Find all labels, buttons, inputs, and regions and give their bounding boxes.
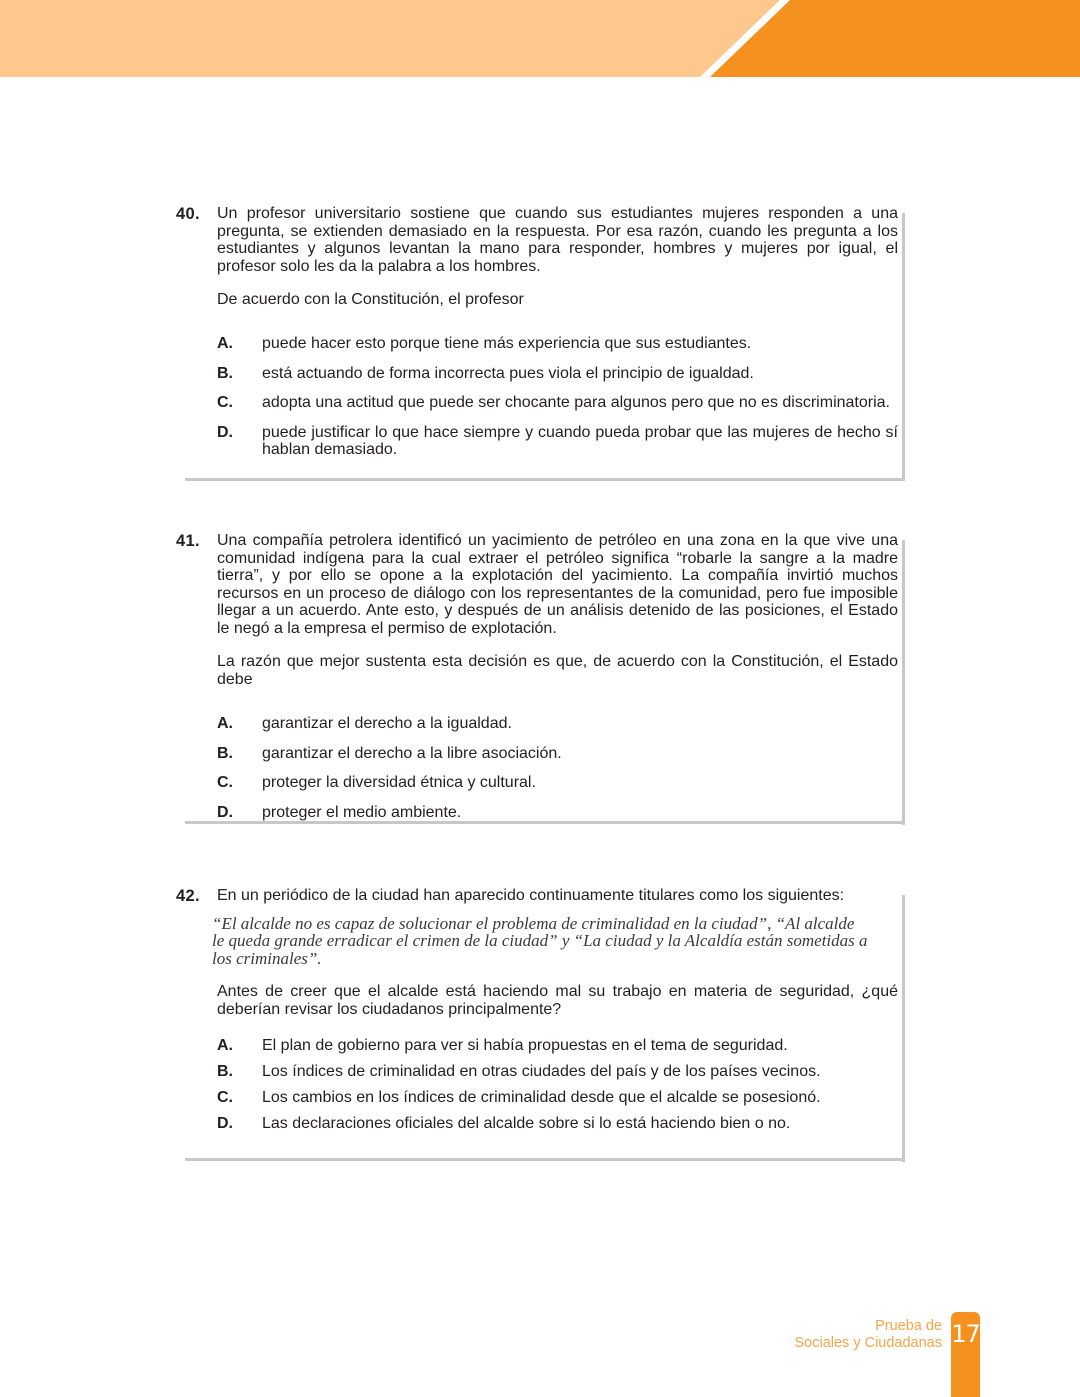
- answer-option-d[interactable]: D. Las declaraciones oficiales del alcalde sobre si lo está haciendo bien o no.: [217, 1115, 791, 1132]
- question-stem: Una compañía petrolera identificó un yacimiento de petróleo en una zona en la que vive una comunidad indígena para la cual extraer el petróleo significa “robarle la sangre a la madre tierra”, y por ello se opone a la explotación del yacimiento. La compañía invirtió muchos recursos en un proceso de diálogo con los representantes de la comunidad, pero fue imposible llegar a un acuerdo. Ante esto, y después de un análisis detenido de las posiciones, el Estado le negó a la empresa el permiso de explotación.: [217, 532, 898, 637]
- question-prompt: La razón que mejor sustenta esta decisión es que, de acuerdo con la Constitución, el Estado debe: [217, 653, 898, 688]
- question-stem: En un periódico de la ciudad han aparecido continuamente titulares como los siguientes:: [217, 887, 845, 904]
- question-number: 40.: [176, 205, 200, 223]
- answer-option-d[interactable]: D. proteger el medio ambiente.: [217, 803, 462, 821]
- question-40: [176, 205, 898, 459]
- answer-option-b[interactable]: B. Los índices de criminalidad en otras ciudades del país y de los países vecinos.: [217, 1063, 821, 1080]
- footer-line-2: Sociales y Ciudadanas: [794, 1335, 942, 1351]
- newspaper-headlines-quote: “El alcalde no es capaz de solucionar el problema de criminalidad en la ciudad”, “Al alcalde le queda grande erradicar el crimen de la ciudad” y “La ciudad y la Alcaldía están sometidas a los criminales”.: [212, 913, 868, 968]
- answer-option-b[interactable]: B. está actuando de forma incorrecta pues viola el principio de igualdad.: [217, 364, 754, 382]
- answer-option-c[interactable]: C. Los cambios en los índices de criminalidad desde que el alcalde se posesionó.: [217, 1089, 821, 1106]
- answer-option-c[interactable]: C. adopta una actitud que puede ser chocante para algunos pero que no es discriminatoria.: [217, 394, 890, 411]
- footer-line-1: Prueba de: [875, 1318, 942, 1334]
- question-41-frame: [902, 540, 905, 825]
- page-number: 17: [951, 1320, 980, 1348]
- question-number: 41.: [176, 532, 200, 550]
- question-42: [176, 887, 898, 1133]
- question-prompt: De acuerdo con la Constitución, el profesor: [217, 291, 524, 308]
- answer-option-d[interactable]: D. puede justificar lo que hace siempre y cuando pueda probar que las mujeres de hecho sí hablan demasiado.: [217, 423, 898, 458]
- question-42-rule: [185, 1158, 905, 1161]
- answer-option-c[interactable]: C. proteger la diversidad étnica y cultural.: [217, 774, 536, 791]
- question-42-frame: [902, 895, 905, 1162]
- question-40-frame: [902, 213, 905, 481]
- question-40-rule: [185, 478, 905, 481]
- answer-options: [217, 1037, 898, 1133]
- answer-options: [217, 715, 898, 821]
- header-banner: [0, 0, 1080, 77]
- answer-options: [217, 335, 898, 459]
- answer-option-a[interactable]: A. El plan de gobierno para ver si había propuestas en el tema de seguridad.: [217, 1037, 788, 1054]
- answer-option-a[interactable]: A. puede hacer esto porque tiene más experiencia que sus estudiantes.: [217, 335, 752, 352]
- answer-option-a[interactable]: A. garantizar el derecho a la igualdad.: [217, 715, 512, 732]
- question-41-rule: [185, 821, 905, 824]
- question-stem: Un profesor universitario sostiene que cuando sus estudiantes mujeres responden a una pregunta, se extienden demasiado en la respuesta. Por esa razón, cuando les pregunta a los estudiantes y algunos levantan la mano para responder, hombres y mujeres por igual, el profesor solo les da la palabra a los hombres.: [217, 205, 898, 275]
- question-number: 42.: [176, 887, 200, 905]
- footer-test-title: [794, 1318, 942, 1352]
- answer-option-b[interactable]: B. garantizar el derecho a la libre asociación.: [217, 744, 562, 762]
- page-number-tab: [951, 1312, 980, 1397]
- question-41: [176, 532, 898, 821]
- question-prompt: Antes de creer que el alcalde está haciendo mal su trabajo en materia de seguridad, ¿qué deberían revisar los ciudadanos principalmente?: [217, 983, 898, 1018]
